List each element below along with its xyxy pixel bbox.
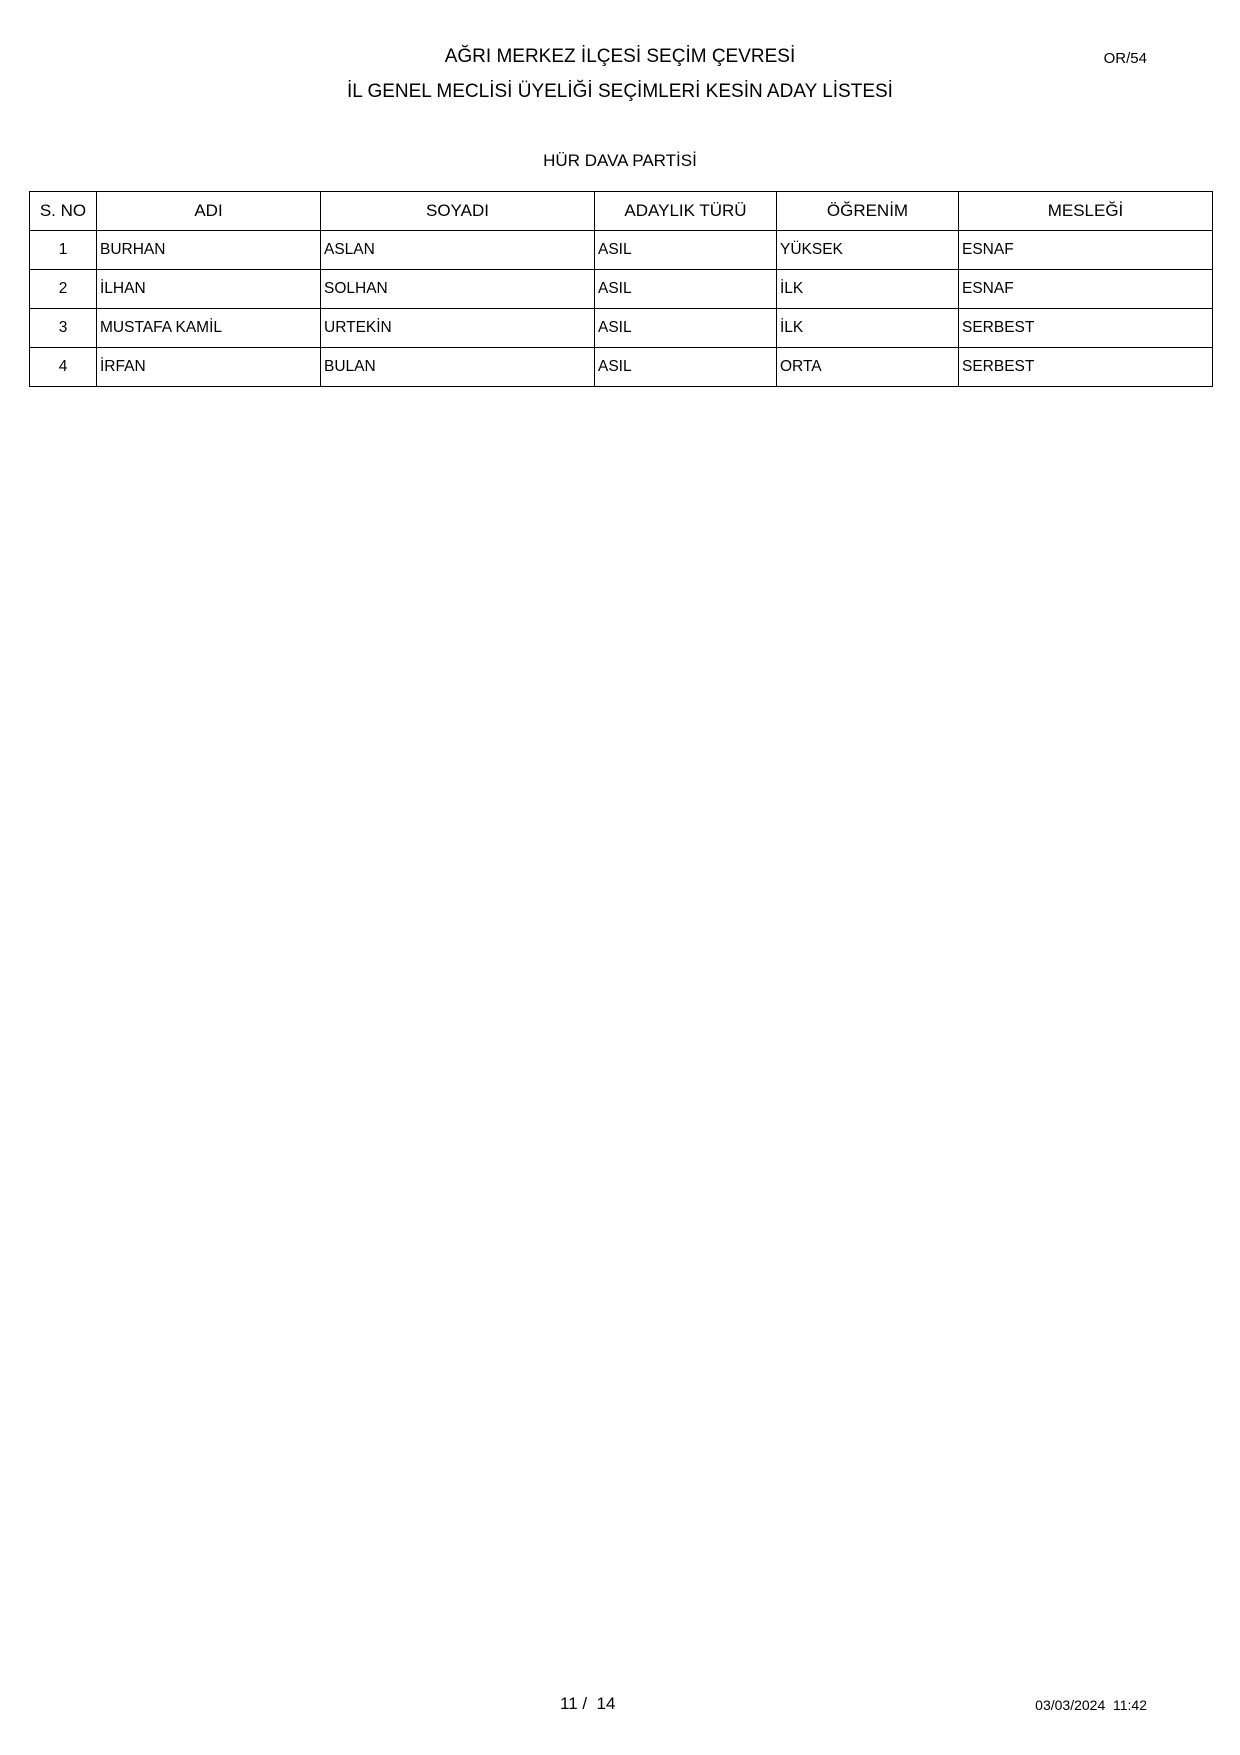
cell-adaylik-turu: ASIL [595,348,777,387]
cell-soyadi: BULAN [321,348,595,387]
cell-soyadi: ASLAN [321,231,595,270]
cell-adi: MUSTAFA KAMİL [97,309,321,348]
cell-adi: BURHAN [97,231,321,270]
document-subtitle: İL GENEL MECLİSİ ÜYELİĞİ SEÇİMLERİ KESİN ADAY LİSTESİ [347,81,893,102]
cell-ogrenim: YÜKSEK [777,231,959,270]
cell-adaylik-turu: ASIL [595,231,777,270]
column-header-adaylik-turu: ADAYLIK TÜRÜ [595,192,777,231]
cell-sno: 1 [30,231,97,270]
print-timestamp: 03/03/2024 11:42 [1035,1697,1147,1713]
candidate-table [29,191,1213,387]
column-header-sno: S. NO [30,192,97,231]
table-header-row [30,192,1213,231]
cell-ogrenim: İLK [777,309,959,348]
cell-meslegi: ESNAF [959,231,1213,270]
table-row [30,309,1213,348]
cell-adaylik-turu: ASIL [595,309,777,348]
cell-meslegi: SERBEST [959,309,1213,348]
cell-sno: 3 [30,309,97,348]
cell-meslegi: ESNAF [959,270,1213,309]
cell-soyadi: URTEKİN [321,309,595,348]
cell-adi: İLHAN [97,270,321,309]
cell-sno: 4 [30,348,97,387]
table-row [30,231,1213,270]
column-header-soyadi: SOYADI [321,192,595,231]
table-row [30,270,1213,309]
cell-soyadi: SOLHAN [321,270,595,309]
party-name: HÜR DAVA PARTİSİ [543,151,697,170]
cell-ogrenim: ORTA [777,348,959,387]
cell-adi: İRFAN [97,348,321,387]
cell-ogrenim: İLK [777,270,959,309]
page-number: 11 / 14 [560,1694,616,1713]
table-row [30,348,1213,387]
column-header-ogrenim: ÖĞRENİM [777,192,959,231]
cell-sno: 2 [30,270,97,309]
cell-meslegi: SERBEST [959,348,1213,387]
document-code: OR/54 [1103,50,1147,67]
cell-adaylik-turu: ASIL [595,270,777,309]
column-header-meslegi: MESLEĞİ [959,192,1213,231]
column-header-adi: ADI [97,192,321,231]
document-title: AĞRI MERKEZ İLÇESİ SEÇİM ÇEVRESİ [444,46,796,67]
